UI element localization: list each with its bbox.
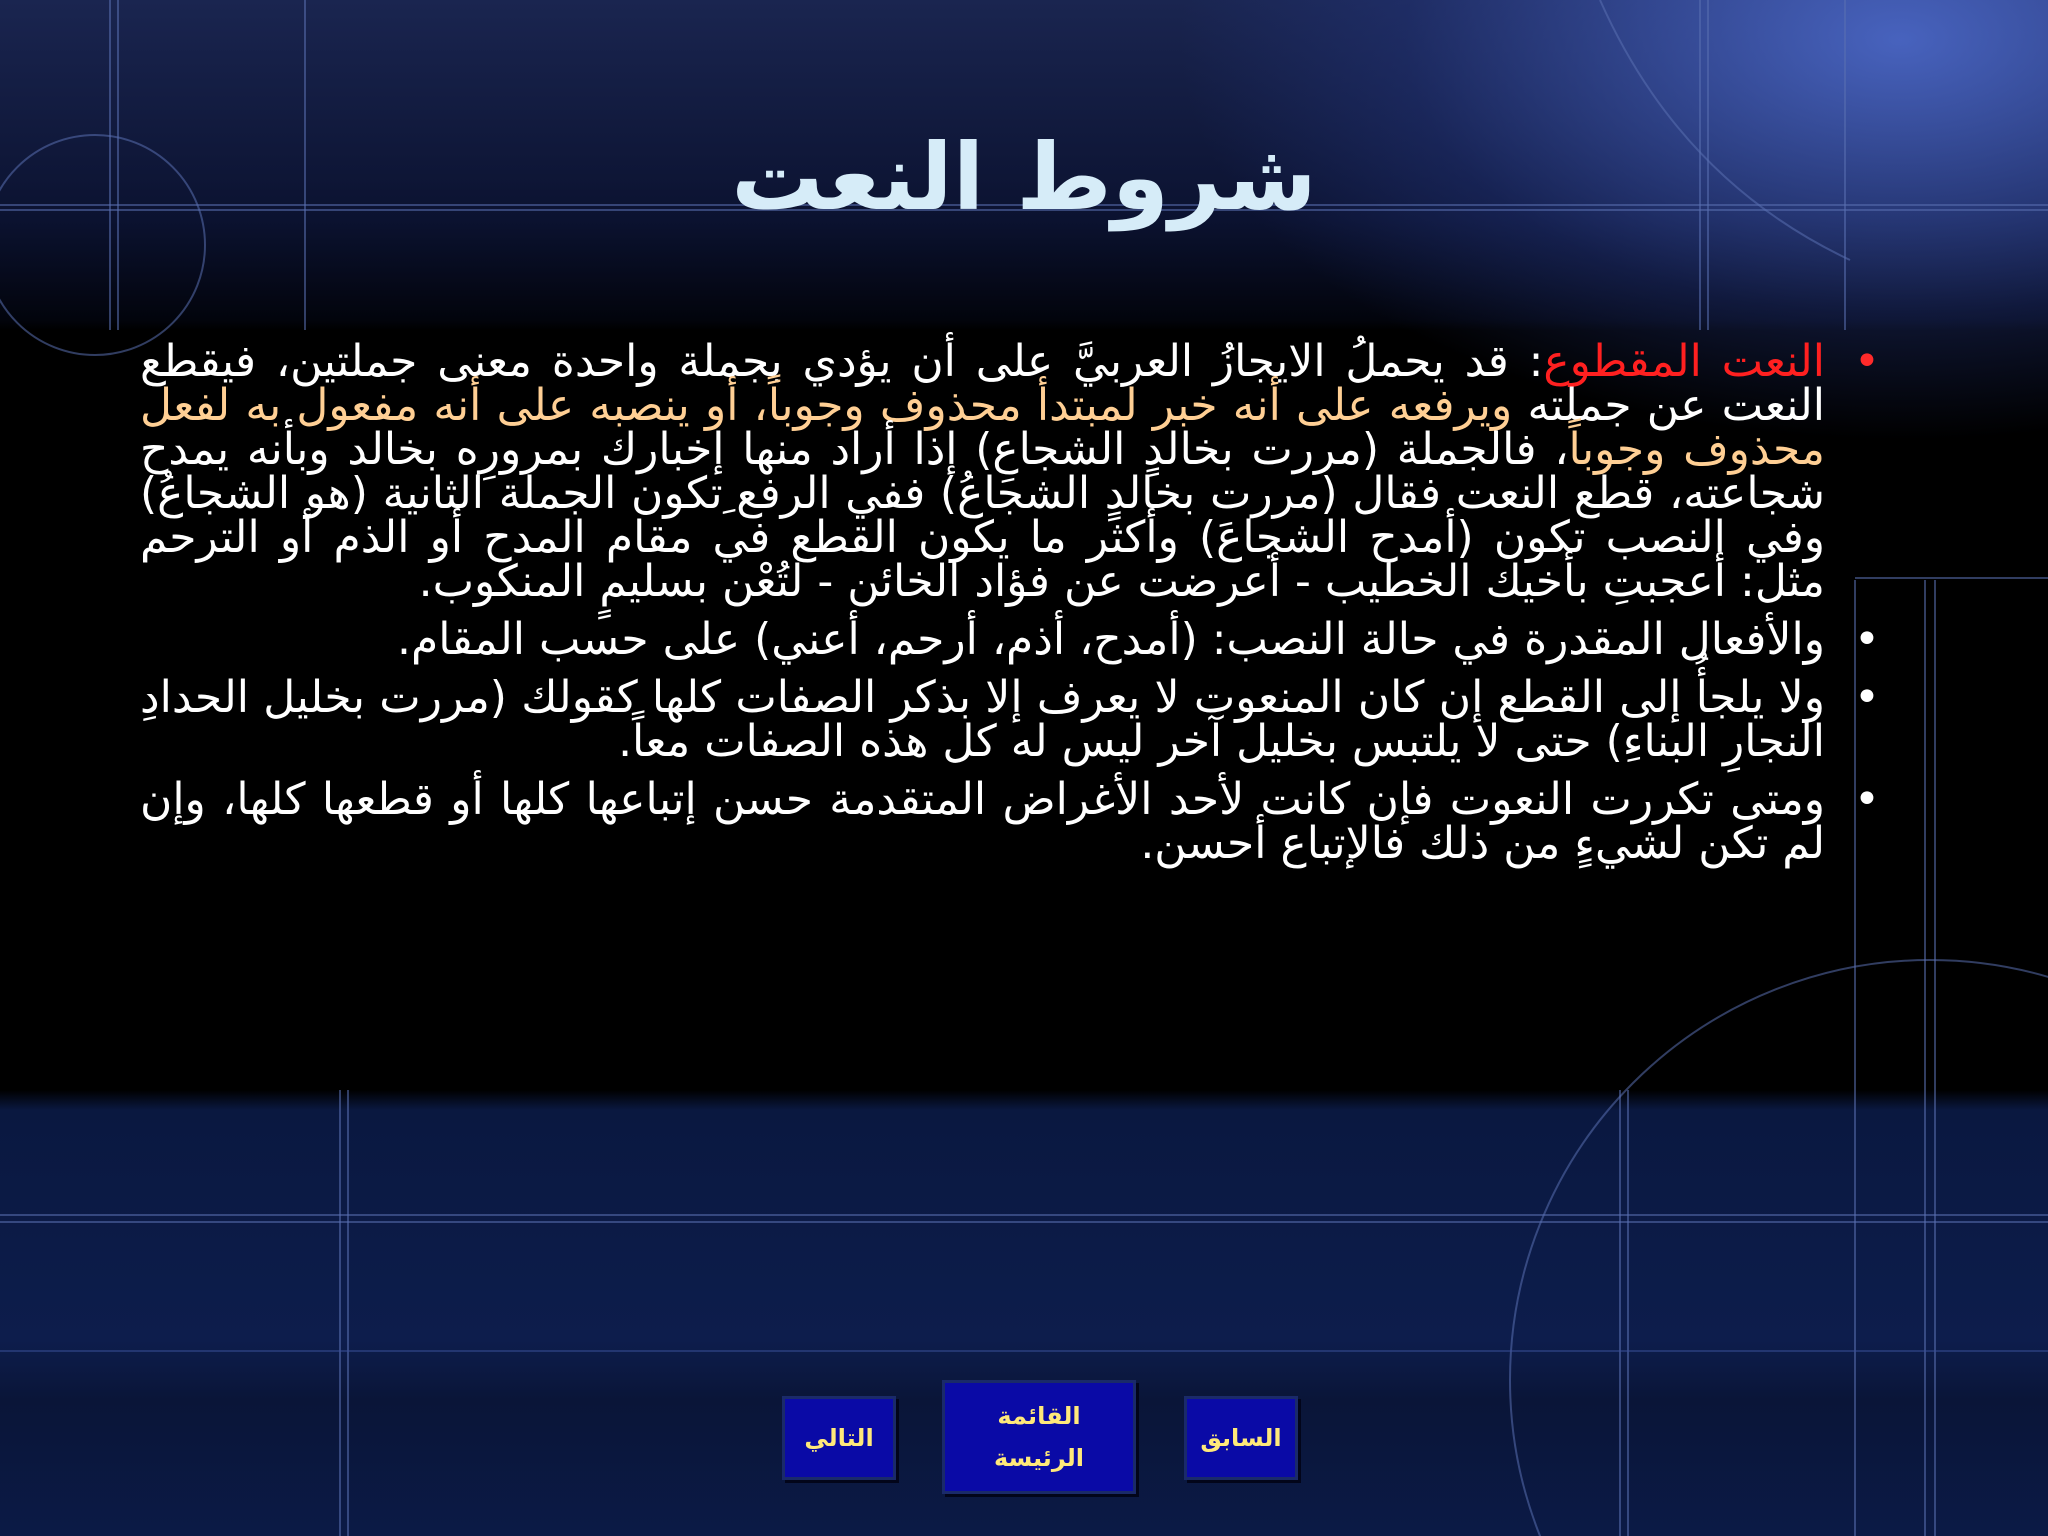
main-menu-label-line2: الرئيسة [994,1444,1084,1472]
highlighted-text: ويرفعه على أنه خبر لمبتدأ محذوف وجوباً، أو ينصبه على أنه مفعول به لفعل محذوف وجوباً [140,380,1825,475]
bullet-text: ولا يلجأُ إلى القطع إن كان المنعوت لا يعرف إلا بذكر الصفات كلها كقولك (مررت بخليل الحدادِ النجارِ البناءِ) حتى لا يلتبس بخليل آخر ليس له كل هذه الصفات معاً. [140,672,1825,767]
bullet-item-when-not-cut [140,672,1900,767]
main-menu-button-label [994,1395,1084,1479]
slide-title: شروط النعت [731,124,1317,231]
next-button-label: التالي [804,1424,874,1452]
previous-button-label: السابق [1200,1424,1282,1452]
bullet-list [140,336,1900,869]
bullet-dot-icon: • [1854,336,1880,387]
bullet-text: : قد يحملُ الايجازُ العربيَّ على أن يؤدي بجملة واحدة معنى جملتين، فيقطع النعت عن جملته [140,336,1825,431]
bullet-item-repeated-adjectives [140,774,1900,869]
next-button[interactable] [782,1396,896,1480]
bullet-text: والأفعال المقدرة في حالة النصب: (أمدح، أذم، أرحم، أعني) على حسب المقام. [397,614,1825,665]
main-menu-label-line1: القائمة [997,1402,1081,1430]
bullet-text: ومتى تكررت النعوت فإن كانت لأحد الأغراض المتقدمة حسن إتباعها كلها أو قطعها كلها، وإن لم تكن لشيءٍ من ذلك فالإتباع أحسن. [140,774,1825,869]
bullet-item-cut-adjective [140,336,1900,607]
bullet-dot-icon: • [1854,774,1880,825]
main-menu-button[interactable] [942,1380,1136,1494]
bullet-item-implied-verbs [140,614,1900,665]
slide-content [140,336,1900,880]
bullet-text: ، فالجملة (مررت بخالدٍ الشجاعِ) إذا أراد منها إخبارك بمرورِه بخالد وبأنه يمدح شجاعته، قطع النعت فقال (مررت بخالدٍ الشجاعُ) ففي الرفع ِتكون الجملة الثانية (هو الشجاعُ) وفي النصب تكون (أمدح الشجاعَ) وأكثر ما يكون القطع في مقام المدح أو الذم أو الترحم مثل: أعجبتِ بأخيك الخطيب - أعرضت عن فؤاد الخائن - لتُعْن بسليمٍ المنكوب. [140,424,1825,607]
term-label: النعت المقطوع [1543,336,1825,387]
bullet-dot-icon: • [1854,672,1880,723]
bullet-dot-icon: • [1854,614,1880,665]
previous-button[interactable] [1184,1396,1298,1480]
